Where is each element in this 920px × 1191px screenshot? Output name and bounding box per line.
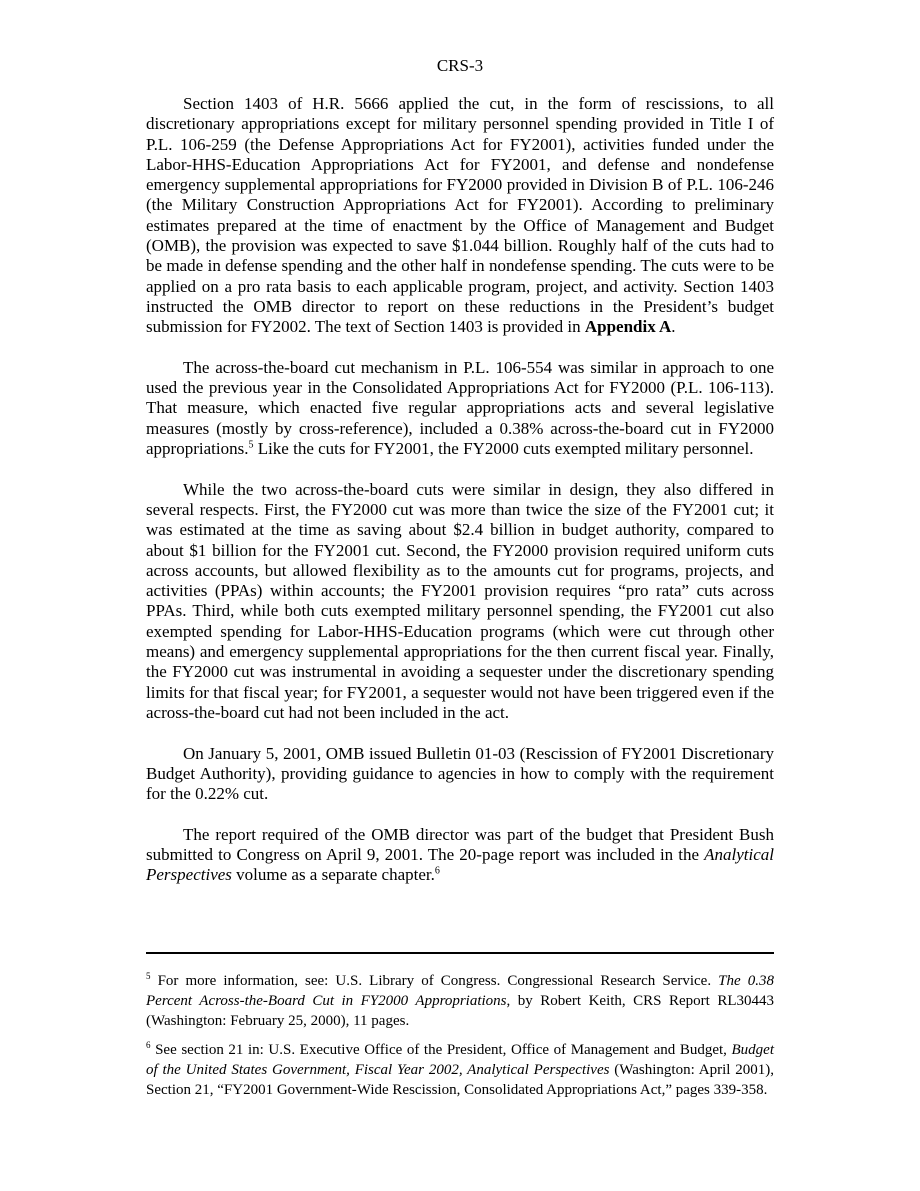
paragraph-tail: Like the cuts for FY2001, the FY2000 cuts exempted military personnel. xyxy=(253,439,754,459)
footnote-ref-5[interactable]: 5 xyxy=(248,439,254,451)
paragraph-section-1403 xyxy=(146,94,774,338)
paragraph-omb-report xyxy=(146,825,774,886)
footnote-number: 5 xyxy=(146,971,151,981)
paragraph-tail: volume as a separate chapter. xyxy=(231,865,435,885)
footnote-6 xyxy=(146,1041,774,1100)
footnotes xyxy=(146,972,774,1111)
paragraph-mechanism xyxy=(146,358,774,459)
footnote-title: Budget of the United States Government, Fiscal Year 2002, Analytical Perspectives xyxy=(146,1042,774,1079)
footnote-tail: , by Robert Keith, CRS Report RL30443 (Washington: February 25, 2000), 11 pages. xyxy=(146,992,775,1029)
footnote-divider xyxy=(146,952,774,954)
paragraph-omb-bulletin xyxy=(146,744,774,805)
footnote-text: See section 21 in: U.S. Executive Office of the President, Office of Management and Budget, xyxy=(150,1042,732,1059)
paragraph-text: Section 1403 of H.R. 5666 applied the cut, in the form of rescissions, to all discretionary appropriations except for military personnel spending provided in Title I of P.L. 106-259 (the Defense Appropriations Act for FY2001), activities funded under the Labor-HHS-Education Appropriations Act for FY2001, and defense and nondefense emergency supplemental appropriations for FY2000 provided in Division B of P.L. 106-246 (the Military Construction Appropriations Act for FY2001). According to preliminary estimates prepared at the time of enactment by the Office of Management and Budget (OMB), the provision was expected to save $1.044 billion. Roughly half of the cuts had to be made in defense spending and the other half in nondefense spending. The cuts were to be applied on a pro rata basis to each applicable program, project, and activity. Section 1403 instructed the OMB director to report on these reductions in the President’s budget submission for FY2002. The text of Section 1403 is provided in xyxy=(146,94,774,337)
footnote-number: 6 xyxy=(146,1040,151,1051)
footnote-5 xyxy=(146,972,774,1031)
paragraph-tail: . xyxy=(671,317,676,337)
footnote-text: For more information, see: U.S. Library of Congress. Congressional Research Service. xyxy=(150,973,719,989)
paragraph-text: On January 5, 2001, OMB issued Bulletin 01-03 (Rescission of FY2001 Discretionary Budget Authority), providing guidance to agencies in how to comply with the requirement for the 0.22% cut. xyxy=(146,743,774,804)
footnote-tail: (Washington: April 2001), Section 21, “FY2001 Government-Wide Rescission, Consolidated Appropriations Act,” pages 339-358. xyxy=(146,1062,775,1098)
publication-title: Analytical Perspectives xyxy=(146,844,774,885)
footnote-ref-6[interactable]: 6 xyxy=(434,865,440,877)
appendix-reference: Appendix A xyxy=(584,317,672,337)
paragraph-differences xyxy=(146,480,774,724)
paragraph-text: The across-the-board cut mechanism in P.L. 106-554 was similar in approach to one used the previous year in the Consolidated Appropriations Act for FY2000 (P.L. 106-113). That measure, which enacted five regular appropriations acts and several legislative measures (mostly by cross-reference), included a 0.38% across-the-board cut in FY2000 appropriations. xyxy=(146,357,774,459)
page-header: CRS-3 xyxy=(436,56,484,75)
footnote-title: The 0.38 Percent Across-the-Board Cut in FY2000 Appropriations xyxy=(146,973,774,1009)
paragraph-text: The report required of the OMB director was part of the budget that President Bush submitted to Congress on April 9, 2001. The 20-page report was included in the xyxy=(146,824,774,864)
paragraph-text: While the two across-the-board cuts were similar in design, they also differed in several respects. First, the FY2000 cut was more than twice the size of the FY2001 cut; it was estimated at the time as saving about $2.4 billion in budget authority, compared to about $1 billion for the FY2001 cut. Second, the FY2000 provision required uniform cuts across accounts, but allowed flexibility as to the amounts cut for programs, projects, and activities (PPAs) within accounts; the FY2001 provision requires “pro rata” cuts across PPAs. Third, while both cuts exempted military personnel spending, the FY2001 cut also exempted spending for Labor-HHS-Education programs (which were cut through other means) and emergency supplemental appropriations for the then current fiscal year. Finally, the FY2000 cut was instrumental in avoiding a sequester under the discretionary spending limits for that fiscal year; for FY2001, a sequester would not have been triggered even if the across-the-board cut had not been included in the act. xyxy=(146,479,774,722)
body-text xyxy=(146,94,774,886)
